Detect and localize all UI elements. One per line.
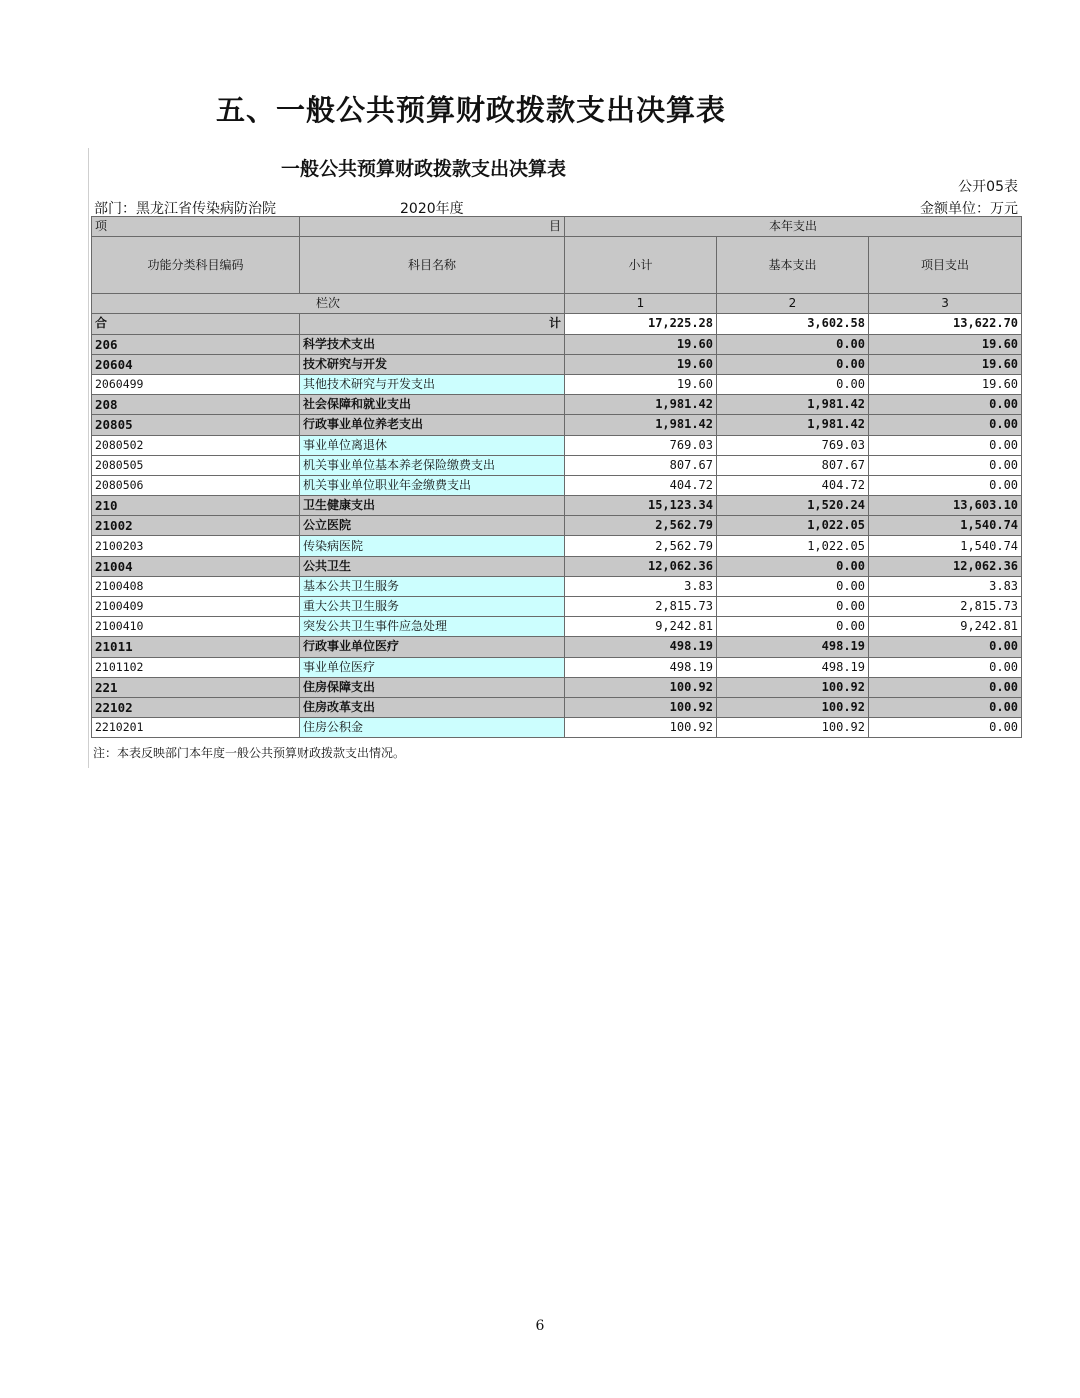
header-mu: 目: [300, 217, 565, 237]
row-name: 住房保障支出: [300, 677, 565, 697]
row-project: 2,815.73: [869, 597, 1022, 617]
row-name: 事业单位离退休: [300, 435, 565, 455]
header-row-lanci: [92, 294, 1022, 314]
row-project: 9,242.81: [869, 617, 1022, 637]
row-basic: 100.92: [717, 697, 869, 717]
form-number: 公开05表: [958, 179, 1018, 195]
row-project: 0.00: [869, 415, 1022, 435]
row-project: 0.00: [869, 395, 1022, 415]
row-name: 公共卫生: [300, 556, 565, 576]
row-subtotal: 3.83: [565, 576, 717, 596]
row-basic: 0.00: [717, 576, 869, 596]
table-row: [92, 415, 1022, 435]
row-basic: 1,022.05: [717, 516, 869, 536]
row-name: 住房公积金: [300, 718, 565, 738]
spreadsheet-image: [88, 148, 1032, 768]
total-basic: 3,602.58: [717, 314, 869, 334]
row-code: 2080502: [92, 435, 300, 455]
table-note: 注：本表反映部门本年度一般公共预算财政拨款支出情况。: [93, 746, 406, 760]
row-code: 2080506: [92, 475, 300, 495]
table-row: [92, 354, 1022, 374]
row-name: 卫生健康支出: [300, 496, 565, 516]
row-name: 基本公共卫生服务: [300, 576, 565, 596]
row-subtotal: 19.60: [565, 374, 717, 394]
row-project: 3.83: [869, 576, 1022, 596]
row-name: 其他技术研究与开发支出: [300, 374, 565, 394]
row-subtotal: 12,062.36: [565, 556, 717, 576]
row-subtotal: 19.60: [565, 334, 717, 354]
table-row: [92, 718, 1022, 738]
row-code: 2101102: [92, 657, 300, 677]
row-subtotal: 2,562.79: [565, 536, 717, 556]
row-basic: 1,022.05: [717, 536, 869, 556]
total-row: [92, 314, 1022, 334]
table-row: [92, 556, 1022, 576]
header-name-col: 科目名称: [300, 237, 565, 294]
row-project: 19.60: [869, 334, 1022, 354]
table-row: [92, 637, 1022, 657]
table-row: [92, 657, 1022, 677]
row-project: 12,062.36: [869, 556, 1022, 576]
row-code: 206: [92, 334, 300, 354]
row-subtotal: 100.92: [565, 677, 717, 697]
row-subtotal: 807.67: [565, 455, 717, 475]
table-row: [92, 617, 1022, 637]
row-project: 0.00: [869, 718, 1022, 738]
row-name: 行政事业单位医疗: [300, 637, 565, 657]
header-col2: 2: [717, 294, 869, 314]
table-row: [92, 395, 1022, 415]
row-project: 0.00: [869, 677, 1022, 697]
row-basic: 1,520.24: [717, 496, 869, 516]
row-basic: 769.03: [717, 435, 869, 455]
row-code: 21011: [92, 637, 300, 657]
row-subtotal: 19.60: [565, 354, 717, 374]
header-basic: 基本支出: [717, 237, 869, 294]
row-subtotal: 1,981.42: [565, 395, 717, 415]
row-basic: 0.00: [717, 597, 869, 617]
header-xiang: 项: [92, 217, 300, 237]
table-row: [92, 576, 1022, 596]
table-row: [92, 677, 1022, 697]
row-code: 20805: [92, 415, 300, 435]
row-name: 事业单位医疗: [300, 657, 565, 677]
row-name: 机关事业单位基本养老保险缴费支出: [300, 455, 565, 475]
year-label: 2020年度: [400, 201, 464, 217]
row-basic: 807.67: [717, 455, 869, 475]
row-name: 科学技术支出: [300, 334, 565, 354]
row-code: 2100203: [92, 536, 300, 556]
page-heading: 五、一般公共预算财政拨款支出决算表: [216, 93, 727, 127]
row-name: 住房改革支出: [300, 697, 565, 717]
header-lanci: 栏次: [92, 294, 565, 314]
table-row: [92, 597, 1022, 617]
row-basic: 100.92: [717, 718, 869, 738]
row-basic: 1,981.42: [717, 395, 869, 415]
expenditure-table: [91, 216, 1022, 738]
row-name: 机关事业单位职业年金缴费支出: [300, 475, 565, 495]
total-right-label: 计: [300, 314, 565, 334]
header-subtotal: 小计: [565, 237, 717, 294]
row-code: 21004: [92, 556, 300, 576]
row-basic: 0.00: [717, 556, 869, 576]
row-name: 行政事业单位养老支出: [300, 415, 565, 435]
row-code: 2060499: [92, 374, 300, 394]
row-name: 传染病医院: [300, 536, 565, 556]
total-left-label: 合: [92, 314, 300, 334]
header-code-col: 功能分类科目编码: [92, 237, 300, 294]
row-name: 突发公共卫生事件应急处理: [300, 617, 565, 637]
row-code: 21002: [92, 516, 300, 536]
row-subtotal: 2,562.79: [565, 516, 717, 536]
row-subtotal: 2,815.73: [565, 597, 717, 617]
row-subtotal: 100.92: [565, 697, 717, 717]
row-basic: 0.00: [717, 617, 869, 637]
row-subtotal: 498.19: [565, 657, 717, 677]
table-row: [92, 496, 1022, 516]
row-subtotal: 769.03: [565, 435, 717, 455]
row-code: 2100410: [92, 617, 300, 637]
row-basic: 0.00: [717, 374, 869, 394]
row-basic: 404.72: [717, 475, 869, 495]
row-project: 19.60: [869, 374, 1022, 394]
row-subtotal: 9,242.81: [565, 617, 717, 637]
unit-label: 金额单位：万元: [920, 201, 1018, 217]
row-basic: 100.92: [717, 677, 869, 697]
row-subtotal: 498.19: [565, 637, 717, 657]
row-project: 0.00: [869, 435, 1022, 455]
sheet-left-border: [88, 148, 89, 768]
row-basic: 1,981.42: [717, 415, 869, 435]
row-project: 0.00: [869, 455, 1022, 475]
row-code: 2210201: [92, 718, 300, 738]
table-row: [92, 455, 1022, 475]
table-row: [92, 475, 1022, 495]
row-name: 社会保障和就业支出: [300, 395, 565, 415]
header-project: 项目支出: [869, 237, 1022, 294]
row-subtotal: 404.72: [565, 475, 717, 495]
page-number: 6: [535, 1318, 545, 1334]
header-col3: 3: [869, 294, 1022, 314]
row-project: 1,540.74: [869, 516, 1022, 536]
row-project: 13,603.10: [869, 496, 1022, 516]
sheet-title: 一般公共预算财政拨款支出决算表: [281, 158, 567, 180]
row-code: 2080505: [92, 455, 300, 475]
row-name: 公立医院: [300, 516, 565, 536]
table-body: [92, 217, 1022, 738]
row-code: 22102: [92, 697, 300, 717]
total-subtotal: 17,225.28: [565, 314, 717, 334]
row-code: 20604: [92, 354, 300, 374]
row-code: 208: [92, 395, 300, 415]
row-name: 重大公共卫生服务: [300, 597, 565, 617]
row-code: 2100408: [92, 576, 300, 596]
row-basic: 0.00: [717, 334, 869, 354]
header-row-columns: [92, 237, 1022, 294]
row-basic: 498.19: [717, 637, 869, 657]
row-code: 221: [92, 677, 300, 697]
row-project: 0.00: [869, 657, 1022, 677]
total-project: 13,622.70: [869, 314, 1022, 334]
row-project: 0.00: [869, 637, 1022, 657]
row-name: 技术研究与开发: [300, 354, 565, 374]
table-row: [92, 374, 1022, 394]
row-code: 2100409: [92, 597, 300, 617]
row-project: 0.00: [869, 475, 1022, 495]
row-project: 19.60: [869, 354, 1022, 374]
row-project: 1,540.74: [869, 536, 1022, 556]
table-row: [92, 516, 1022, 536]
table-row: [92, 435, 1022, 455]
row-basic: 498.19: [717, 657, 869, 677]
row-subtotal: 100.92: [565, 718, 717, 738]
header-col1: 1: [565, 294, 717, 314]
table-row: [92, 536, 1022, 556]
header-row-xiangmu: [92, 217, 1022, 237]
row-project: 0.00: [869, 697, 1022, 717]
table-row: [92, 334, 1022, 354]
row-basic: 0.00: [717, 354, 869, 374]
table-row: [92, 697, 1022, 717]
department-label: 部门：黑龙江省传染病防治院: [94, 201, 276, 217]
row-subtotal: 15,123.34: [565, 496, 717, 516]
row-code: 210: [92, 496, 300, 516]
header-current-year: 本年支出: [565, 217, 1022, 237]
row-subtotal: 1,981.42: [565, 415, 717, 435]
